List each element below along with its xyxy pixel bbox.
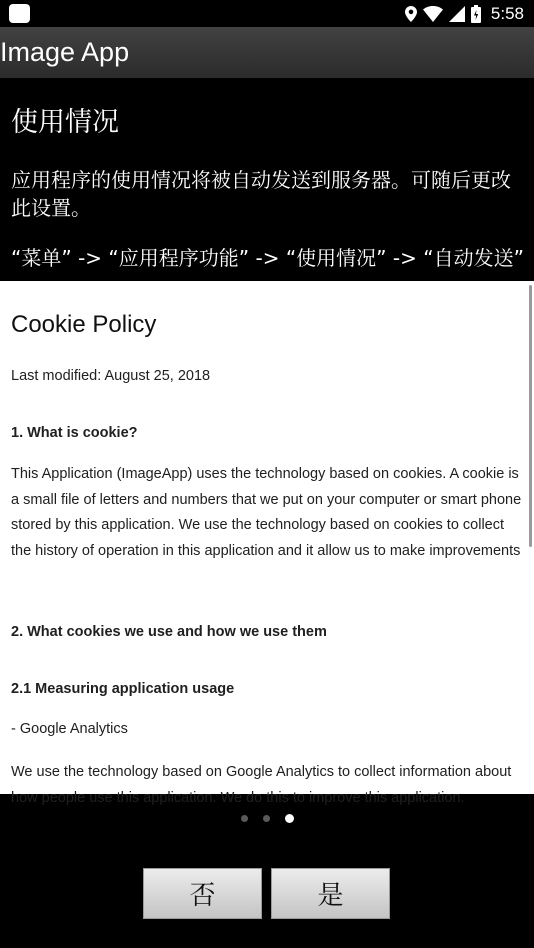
policy-section-2-1-body: We use the technology based on Google Analytics to collect information about how people use this application. We do this to improve this application. (11, 764, 512, 806)
page-dot (241, 815, 248, 822)
page-dot-active (285, 814, 294, 823)
usage-settings-path: “菜单” -> “应用程序功能” -> “使用情况” -> “自动发送” (11, 246, 524, 270)
policy-section-1-body: This Application (ImageApp) uses the technology based on cookies. A cookie is a small file of letters and numbers that we put on your computer or smart phone stored by this application. We use the technology based on cookies to collect the history of operation in this application and it allow us to make improvements (11, 466, 522, 559)
battery-icon (471, 5, 481, 23)
wifi-icon (423, 6, 443, 22)
cellular-signal-icon (449, 6, 465, 22)
page-indicator (0, 813, 534, 825)
usage-description: 应用程序的使用情况将被自动发送到服务器。可随后更改此设置。 (11, 168, 511, 220)
policy-section-2-title: 2. What cookies we use and how we use them (11, 624, 327, 640)
location-icon (405, 6, 417, 22)
yes-button[interactable]: 是 (271, 868, 390, 919)
app-bar (0, 27, 534, 78)
status-bar (0, 0, 534, 27)
policy-list-item: - Google Analytics (11, 721, 128, 737)
status-time: 5:58 (490, 3, 524, 23)
page-dot (263, 815, 270, 822)
usage-title: 使用情况 (11, 107, 119, 138)
cookie-policy-webview[interactable] (0, 281, 534, 806)
policy-heading: Cookie Policy (11, 311, 157, 338)
policy-section-1-title: 1. What is cookie? (11, 425, 138, 441)
policy-last-modified: Last modified: August 25, 2018 (11, 368, 211, 384)
no-button[interactable]: 否 (143, 868, 262, 919)
app-title: Image App (0, 37, 130, 67)
app-notification-icon (9, 4, 30, 23)
policy-scrollbar[interactable] (529, 285, 532, 547)
usage-section (0, 78, 534, 281)
status-icons (405, 2, 524, 25)
policy-section-2-1-title: 2.1 Measuring application usage (11, 681, 235, 697)
